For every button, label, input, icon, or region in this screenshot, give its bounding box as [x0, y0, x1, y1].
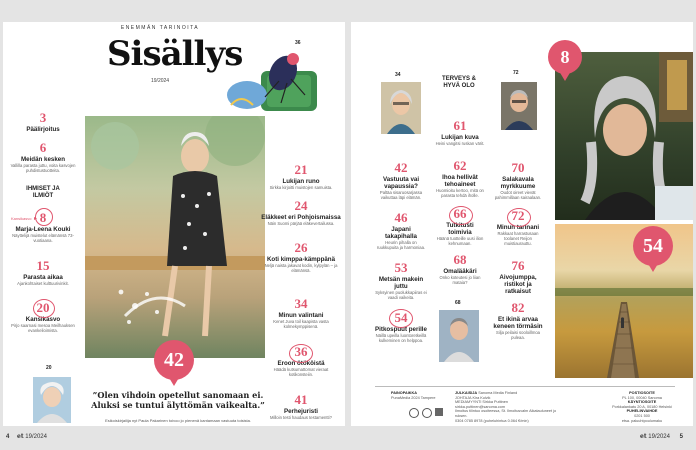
entry-72-circle	[507, 208, 531, 227]
footer-right-page: 5	[679, 434, 683, 440]
footer-left	[6, 433, 47, 440]
quote-desc: Esikoiskirjailija nyt Paula Pakarinen toivoo jo pienenä kantamaan vastuuta toisista.	[105, 418, 251, 423]
imprint-col2-line4: sirkka.puttinen@sanoma.com	[455, 404, 506, 409]
entry-8[interactable]: 8 Marja-Leena Kouki Näyttelijä muistelut elämänsä 73-vuotiaana.	[12, 210, 74, 243]
imprint-divider	[375, 386, 675, 387]
bubble-54: 54	[633, 226, 673, 266]
imprint-col1	[391, 391, 451, 400]
entry-54[interactable]: 54 Pitkospuut perille Näillä upeilla luontoretkeillä kulkeminen on helppoa.	[375, 310, 427, 343]
kicker: ENEMMÄN TARINOITA	[120, 25, 200, 31]
imprint-col3-sub2-text: 0201 500	[634, 413, 650, 418]
imprint-col3-sub2-title: PUHELINVAIHDE	[626, 409, 658, 414]
photo-68	[439, 310, 479, 362]
entry-20-circle	[33, 299, 55, 318]
photo-label-34: 34	[395, 72, 401, 78]
certification-logo-1-icon	[409, 408, 419, 418]
footer-right-mag: et	[640, 433, 647, 440]
entry-82[interactable]: 82 Et ikinä arvaa keneen törmäsin Silja peilaisi sooloillmoa puleaa.	[493, 300, 543, 340]
issue-number: 19/2024	[151, 78, 170, 84]
certification-logo-3-icon	[435, 408, 443, 416]
photo-label-36: 36	[295, 40, 301, 46]
entry-26[interactable]: 26 Koti kimppa-kämppänä Neljä naista jakavat kodin, kylpylän – ja elämänsä.	[264, 240, 338, 273]
entry-41[interactable]: 41 Perhejuristi Milloin testi haudaus testamentti?	[270, 392, 332, 420]
certification-logo-2-icon	[422, 408, 432, 418]
imprint-col3-sub3: etsa. paluuhtpoulumaku	[621, 418, 663, 423]
entry-61[interactable]: 61 Lukijan kuva Heini vangitsi ruskan värit.	[435, 118, 485, 146]
imprint-col2-line6: 0304 0785 8978 (puheluhintua 0.064 €/min)	[455, 418, 529, 423]
main-photo	[85, 116, 265, 358]
imprint-col3-sub-title: KÄYNTIOSOITE	[627, 400, 657, 405]
imprint-col2-line1: JULKAISIJA Sanoma Media Finland	[455, 391, 518, 395]
bubble-42: 42	[154, 340, 194, 380]
photo-woman-grey-hair	[555, 52, 693, 220]
page-title: Sisällys	[107, 34, 243, 74]
entry-8-circle	[35, 208, 53, 226]
imprint-col1-title: PAINOPAIKKA	[391, 391, 418, 395]
quote: ”Olen vihdoin opetellut sanomaan ei. Aluksi se tuntui älyttömän vaikealta.”	[91, 390, 265, 410]
entry-62[interactable]: 62 Ihoa hellivät tehoaineet Huomioitu kertoo, mitä on parasta tehdä iholle.	[436, 158, 484, 198]
entry-34[interactable]: 34 Minun valintani Kenet Juva toil kaapista vasta kolmekymppisenä.	[273, 296, 329, 329]
entry-6[interactable]: 6 Meidän kesken Vallilla parasta juttu, voita kasvojen puhdistustuotteita.	[10, 140, 76, 173]
photo-34	[381, 82, 421, 134]
imprint-col3-sub-text: Porkkalankatu 20 A, 00180 Helsinki	[612, 404, 672, 409]
bubble-8: 8	[548, 40, 582, 74]
entry-36-circle	[289, 344, 313, 363]
footer-right	[640, 433, 683, 440]
imprint-col3	[597, 391, 687, 423]
kansikasvo-pointer: ▸	[34, 216, 38, 222]
imprint-col2-line5: Ilmoitus tilintuo osoiteessa, St. Ilmoitusvalm Aikatauluneet jo ruksen.	[455, 409, 557, 418]
photo-72	[501, 82, 537, 130]
bubble-54-pointer	[647, 262, 659, 272]
insect-illustration	[221, 49, 323, 119]
imprint-col2	[455, 391, 565, 423]
entry-54-circle	[389, 309, 413, 328]
entry-3[interactable]: 3 Päälirjoitus	[26, 110, 60, 133]
entry-53[interactable]: 53 Metsän makein juttu Syksyinen puolukkapiiras ei vaadi vaikeita.	[375, 260, 427, 300]
kansikasvo-label: Kansikasvo	[11, 216, 32, 221]
imprint-col3-text: PL 100, 00040 Sanoma	[622, 395, 662, 400]
small-photo-20	[33, 377, 71, 423]
photo-label-68: 68	[455, 300, 461, 306]
right-page	[351, 22, 693, 426]
entry-42[interactable]: 42 Vastuuta vai vapaussia? Paltäa sisaruosarjassa vaikuttaa läpi elämän.	[379, 160, 423, 200]
section-ihmiset: IHMISET JA ILMIÖT	[26, 186, 60, 199]
footer-left-page: 4	[6, 434, 10, 440]
entry-21[interactable]: 21 Lukijan runo Sirkka kirjoitti muistojen samuista.	[269, 162, 333, 190]
bubble-8-pointer	[559, 71, 571, 81]
entry-68[interactable]: 68 Omalääkäri Onko koteutesi jo liian mataia?	[439, 252, 481, 285]
entry-66-circle	[449, 206, 473, 225]
entry-70[interactable]: 70 Salakavala myrkkuume Oudot oireet vievät pahimmillaan sairaalaan.	[494, 160, 542, 200]
entry-46[interactable]: 46 Japani takapihalla Heurin pihalla on ruukkupuita ja harmoniaa.	[376, 210, 426, 250]
imprint-col1-text: PunaMedia 2024 Tampere	[391, 395, 436, 400]
section-terveys: TERVEYS & HYVÄ OLO	[442, 76, 476, 89]
small-photo-label: 20	[46, 365, 52, 371]
entry-20[interactable]: 20 Kansikasvo Pirjo saarnasi mesoa Meilhauksen evankelioimista.	[11, 300, 75, 333]
footer-left-issue: 19/2024	[25, 434, 47, 440]
entry-15[interactable]: 15 Parasta aikaa Ajankohtaiset kulttuurivinkit.	[17, 258, 69, 286]
imprint-col2-line2: JOHTAJA Kira Kulvik	[455, 395, 491, 400]
entry-66[interactable]: 66 Tutkitusti toimivia Häänä tuotteille uusi ilion kehnumaan.	[436, 206, 484, 246]
footer-right-issue: 19/2024	[648, 434, 670, 440]
left-page	[3, 22, 345, 426]
imprint-col2-line3: MEDIAMYYNTI Sirkka Puttinen	[455, 400, 508, 405]
entry-24[interactable]: 24 Eläkkeet eri Pohjoismaissa Näin Suomi pärjää eläkevertailussa.	[261, 198, 341, 226]
imprint-col3-title: POSTIOSOITE	[629, 391, 655, 395]
bubble-42-pointer	[168, 376, 180, 386]
imprint-logos	[409, 408, 443, 418]
entry-36[interactable]: 36 Eroon ötököistä Häädä kutsumattomat vieraat kotikonsteiin.	[273, 344, 329, 377]
entry-72[interactable]: 72 Minun tarinani Rakkaat harrastusaan toolanet Reijon muistiaurauttu.	[496, 208, 540, 246]
entry-76[interactable]: 76 Aivojumppa, ristikot ja ratkaisut	[499, 258, 537, 295]
photo-label-72: 72	[513, 70, 519, 76]
footer-left-mag: et	[17, 433, 24, 440]
